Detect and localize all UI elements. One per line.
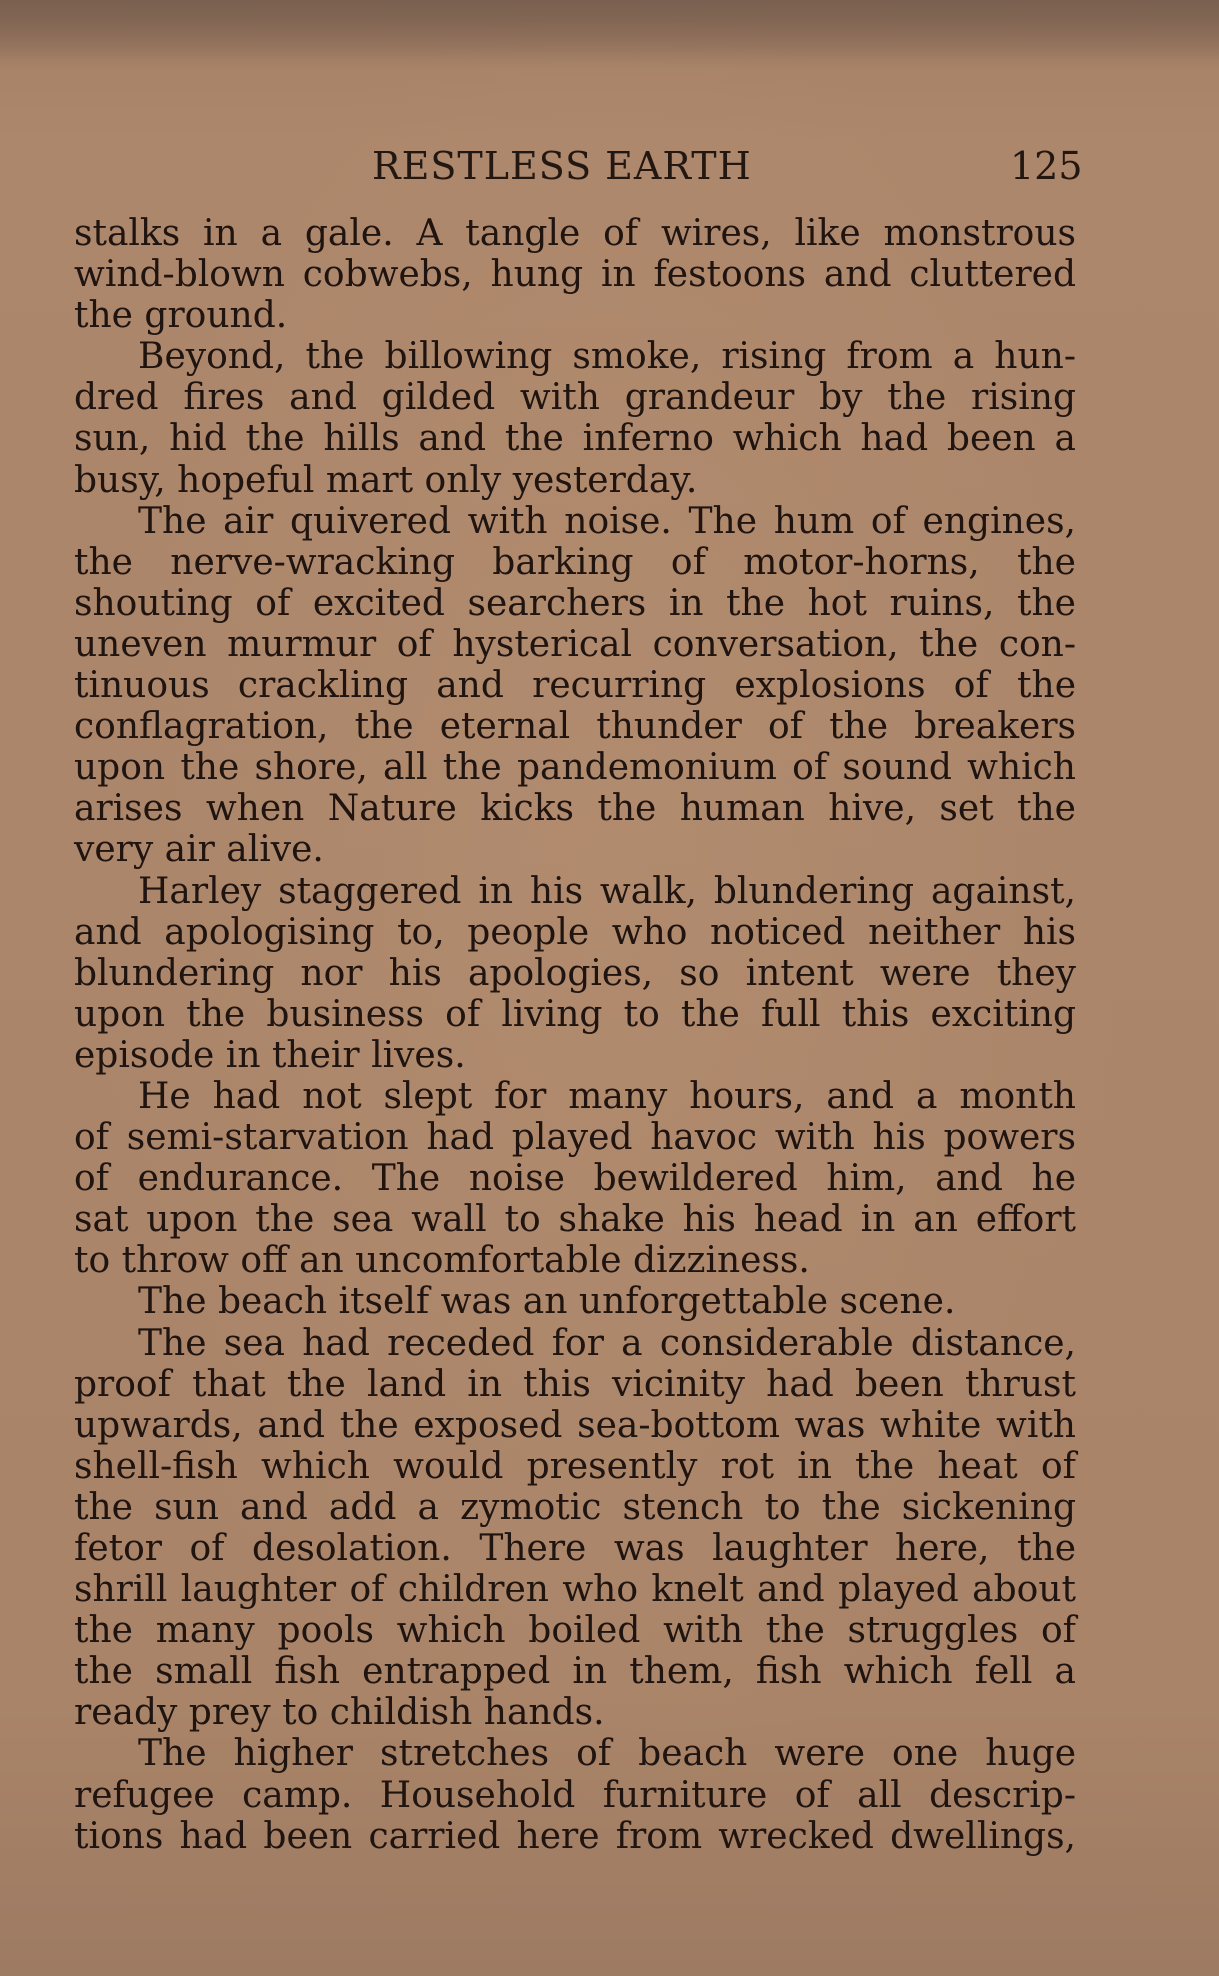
text-line: The sea had receded for a considerable distance,: [138, 1322, 1076, 1364]
text-line: the many pools which boiled with the struggles of: [74, 1610, 1076, 1652]
text-line: the small fish entrapped in them, fish which fell a: [74, 1651, 1076, 1693]
text-line: stalks in a gale. A tangle of wires, like monstrous: [74, 213, 1076, 254]
text-line: uneven murmur of hysterical conversation, the con-: [74, 623, 1076, 665]
text-line: dred fires and gilded with grandeur by the rising: [74, 377, 1076, 419]
text-line: upwards, and the exposed sea-bottom was white with: [74, 1404, 1076, 1446]
text-line: shell-fish which would presently rot in the heat of: [74, 1445, 1076, 1487]
text-line: Beyond, the billowing smoke, rising from a hun-: [138, 336, 1076, 378]
text-line: tinuous crackling and recurring explosions of the: [74, 665, 1076, 707]
text-line: and apologising to, people who noticed neither his: [74, 911, 1076, 953]
text-line: sat upon the sea wall to shake his head in an effort: [74, 1199, 1076, 1241]
text-line: He had not slept for many hours, and a month: [138, 1075, 1076, 1117]
text-line: fetor of desolation. There was laughter here, the: [74, 1528, 1076, 1569]
text-line: busy, hopeful mart only yesterday.: [74, 459, 698, 501]
page-top-edge: [0, 0, 1219, 70]
text-line: the sun and add a zymotic stench to the sickening: [74, 1486, 1076, 1528]
text-line: Harley staggered in his walk, blundering against,: [138, 870, 1076, 912]
text-line: wind-blown cobwebs, hung in festoons and cluttered: [74, 254, 1076, 296]
text-line: blundering nor his apologies, so intent were they: [74, 952, 1076, 994]
text-line: The higher stretches of beach were one huge: [138, 1733, 1076, 1775]
text-line: refugee camp. Household furniture of all descrip-: [74, 1774, 1076, 1816]
text-line: proof that the land in this vicinity had been thrust: [74, 1363, 1076, 1405]
text-line: to throw off an uncomfortable dizziness.: [74, 1240, 810, 1282]
body-text: [74, 213, 1076, 1857]
page-number: 125: [1010, 144, 1083, 188]
running-head-title: RESTLESS EARTH: [372, 144, 752, 188]
text-line: upon the shore, all the pandemonium of sound which: [74, 747, 1076, 789]
text-line: of endurance. The noise bewildered him, and he: [74, 1158, 1076, 1200]
text-line: the ground.: [74, 295, 288, 337]
text-line: of semi-starvation had played havoc with his powers: [74, 1117, 1076, 1159]
running-head: [0, 140, 1219, 190]
text-line: ready prey to childish hands.: [74, 1692, 605, 1734]
text-line: upon the business of living to the full this exciting: [74, 993, 1076, 1035]
text-line: shrill laughter of children who knelt and played about: [74, 1569, 1076, 1611]
text-line: sun, hid the hills and the inferno which had been a: [74, 418, 1076, 460]
text-line: The beach itself was an unforgettable scene.: [138, 1281, 956, 1323]
text-line: arises when Nature kicks the human hive, set the: [74, 788, 1076, 830]
text-line: episode in their lives.: [74, 1034, 466, 1076]
text-line: tions had been carried here from wrecked dwellings,: [74, 1815, 1076, 1857]
text-line: conflagration, the eternal thunder of the breakers: [74, 706, 1076, 748]
text-line: The air quivered with noise. The hum of engines,: [138, 500, 1076, 542]
text-line: very air alive.: [74, 829, 324, 871]
text-line: the nerve-wracking barking of motor-horns, the: [74, 541, 1076, 583]
text-line: shouting of excited searchers in the hot ruins, the: [74, 582, 1076, 624]
